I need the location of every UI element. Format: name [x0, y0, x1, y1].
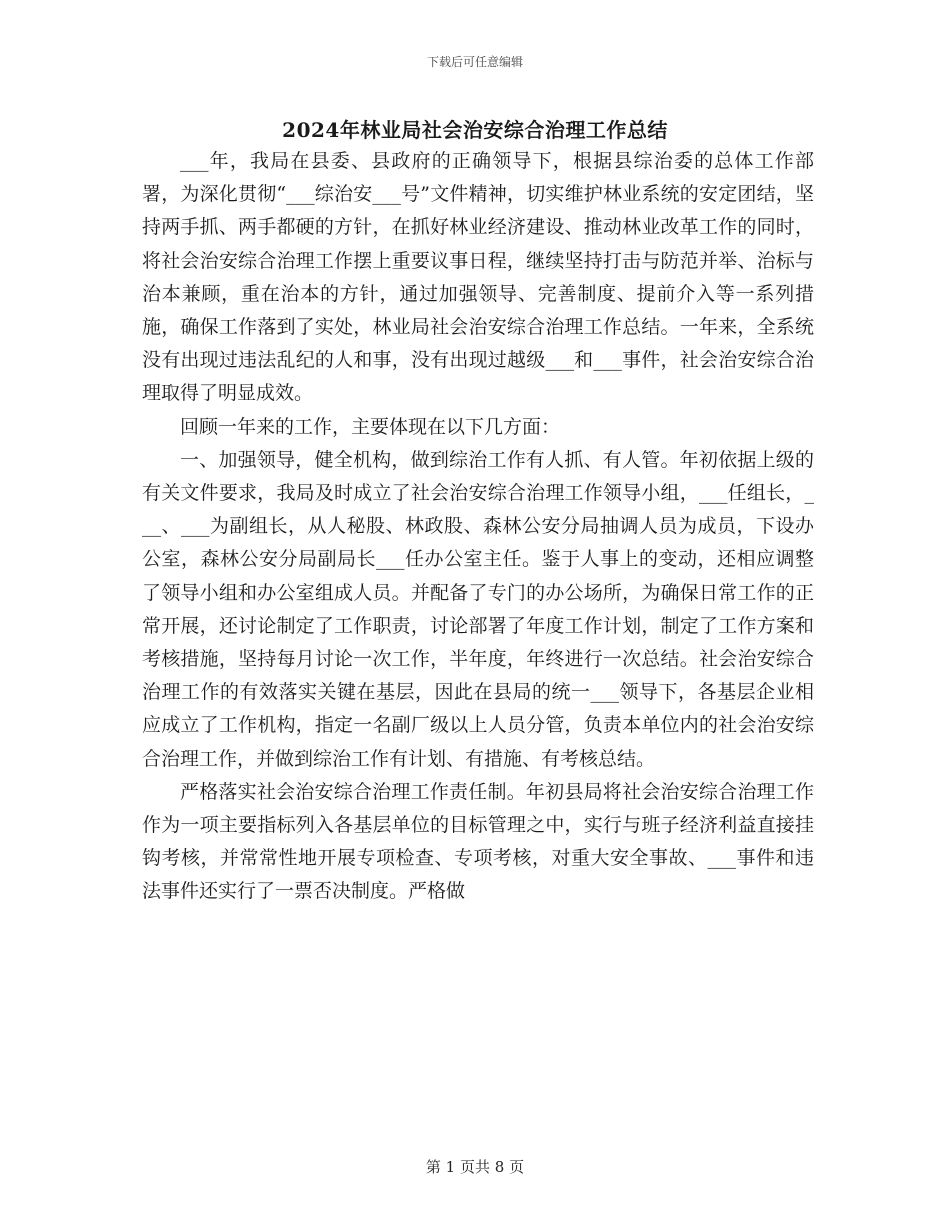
document-body — [142, 145, 814, 909]
header-note: 下载后可任意编辑 — [426, 55, 523, 69]
paragraph-intro: ___年，我局在县委、县政府的正确领导下，根据县综治委的总体工作部署，为深化贯彻“___综治安___号”文件精神，切实维护林业系统的安定团结，坚持两手抓、两手都硬的方针，在抓好林业经济建设、推动林业改革工作的同时，将社会治安综合治理工作摆上重要议事日程，继续坚持打击与防范并举、治标与治本兼顾，重在治本的方针，通过加强领导、完善制度、提前介入等一系列措施，确保工作落到了实处，林业局社会治安综合治理工作总结。一年来，全系统没有出现过违法乱纪的人和事，没有出现过越级___和___事件，社会治安综合治理取得了明显成效。 — [142, 150, 814, 405]
document-title: 2024年林业局社会治安综合治理工作总结 — [282, 118, 668, 142]
paragraph-section-one: 一、加强领导，健全机构，做到综治工作有人抓、有人管。年初依据上级的有关文件要求，我局及时成立了社会治安综合治理工作领导小组，___任组长，___、___为副组长，从人秘股、林政股、森林公安分局抽调人员为成员，下设办公室，森林公安分局副局长___任办公室主任。鉴于人事上的变动，还相应调整了领导小组和办公室组成人员。并配备了专门的办公场所，为确保日常工作的正常开展，还讨论制定了工作职责，讨论部署了年度工作计划，制定了工作方案和考核措施，坚持每月讨论一次工作，半年度，年终进行一次总结。社会治安综合治理工作的有效落实关键在基层，因此在县局的统一___领导下，各基层企业相应成立了工作机构，指定一名副厂级以上人员分管，负责本单位内的社会治安综合治理工作，并做到综治工作有计划、有措施、有考核总结。 — [142, 448, 814, 770]
paragraph-review: 回顾一年来的工作，主要体现在以下几方面： — [180, 415, 561, 438]
page-number-footer: 第 1 页共 8 页 — [425, 1158, 525, 1176]
paragraph-responsibility: 严格落实社会治安综合治理工作责任制。年初县局将社会治安综合治理工作作为一项主要指标列入各基层单位的目标管理之中，实行与班子经济利益直接挂钩考核，并常常性地开展专项检查、专项考核，对重大安全事故、___事件和违法事件还实行了一票否决制度。严格做 — [142, 780, 814, 903]
